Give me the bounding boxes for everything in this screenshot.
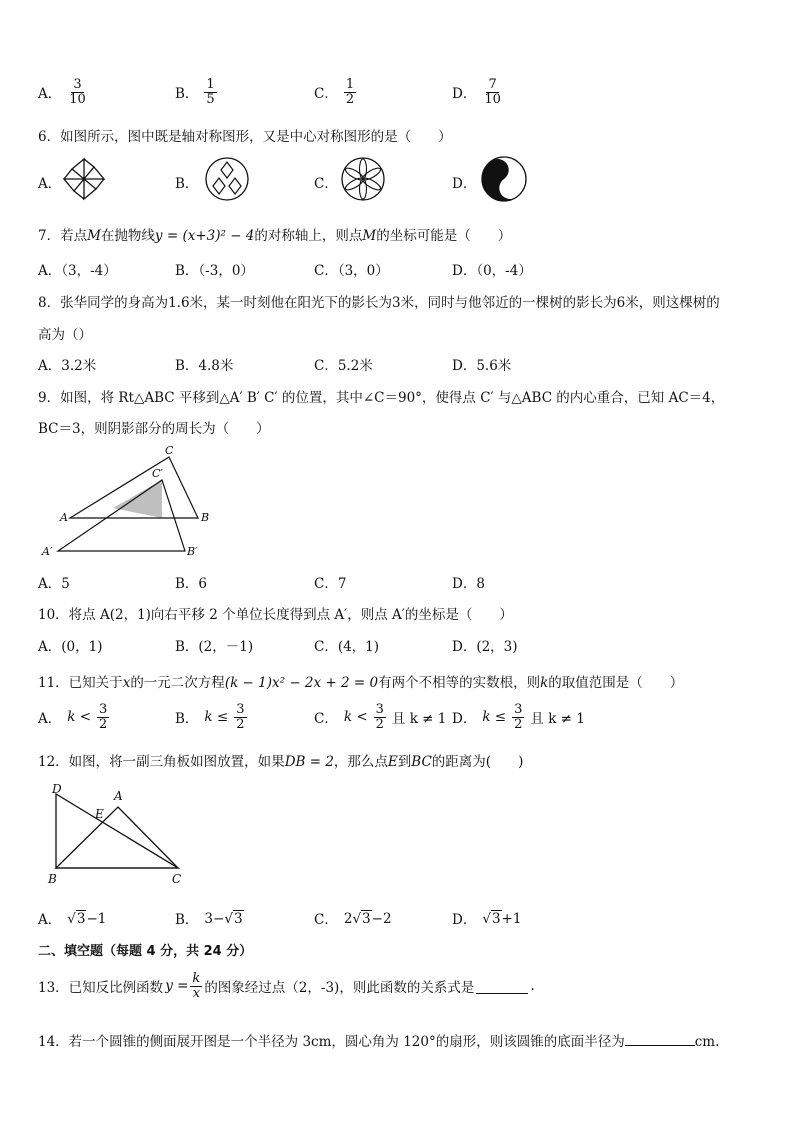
q10-option-d: D．(2，3)	[452, 639, 518, 655]
label-b: B	[48, 872, 57, 886]
math: k ≤	[482, 709, 507, 726]
q12-option-c	[314, 908, 392, 928]
q5-option-c	[314, 78, 356, 106]
q11-option-a	[38, 703, 115, 731]
radicand: 3	[233, 910, 243, 927]
q9-stem-line1: 9．如图，将 Rt△ABC 平移到△A′ B′ C′ 的位置，其中∠C＝90°，使得点 C′ 与△ABC 的内心重合，已知 AC＝4，	[38, 390, 725, 406]
radicand: 3	[362, 910, 371, 927]
math: 3−	[204, 910, 225, 927]
fraction	[190, 972, 202, 1000]
q6-option-b-label: B．	[175, 176, 199, 192]
text: cm.	[694, 1034, 720, 1050]
q9-option-c: C．7	[314, 576, 347, 592]
q5-option-a	[38, 78, 88, 106]
formula: y =	[165, 978, 189, 995]
option-label: B．	[175, 912, 199, 928]
q7-stem	[38, 224, 511, 244]
q14-stem	[38, 1030, 719, 1050]
denominator: 2	[514, 716, 523, 732]
math: 2	[343, 910, 353, 927]
q13-stem	[38, 972, 535, 1000]
q10-stem: 10．将点 A(2，1)向右平移 2 个单位长度得到点 A′，则点 A′的坐标是（ ）	[38, 607, 513, 623]
option-label: A．	[38, 86, 62, 103]
denominator: 2	[375, 716, 384, 732]
section-title: 二、填空题（每题 4 分，共 24 分）	[38, 944, 253, 959]
text: 14．若一个圆锥的侧面展开图是一个半径为 3cm，圆心角为 120°的扇形，则该圆锥的底面半径为	[38, 1034, 625, 1050]
text: 13．已知反比例函数	[38, 980, 164, 997]
math-var: M	[87, 228, 101, 244]
fraction	[482, 78, 503, 106]
numerator: 3	[73, 77, 82, 92]
radicand: 3	[76, 910, 86, 927]
numerator: k	[192, 971, 201, 986]
sqrt: √ 3	[224, 910, 243, 927]
q6-option-a-label: A．	[38, 176, 62, 192]
math: +1	[501, 910, 522, 927]
math-var: BC	[411, 754, 432, 770]
label-d: D	[52, 782, 62, 796]
q8-option-b: B．4.8米	[175, 358, 234, 374]
text: .	[530, 978, 535, 995]
numerator: 7	[488, 77, 497, 92]
text: 11．已知关于	[38, 675, 123, 691]
denominator: 10	[69, 91, 86, 107]
label-a-prime: A′	[42, 545, 53, 558]
formula: (k − 1)x² − 2x + 2 = 0	[224, 675, 379, 691]
diamonds-circle-figure	[204, 156, 250, 202]
math: k ≤	[204, 709, 229, 726]
option-label: B．	[175, 711, 199, 728]
fraction	[512, 703, 524, 731]
denominator: 10	[484, 91, 501, 107]
text: 有两个不相等的实数根，则	[378, 675, 541, 691]
text: 的坐标可能是（ ）	[376, 228, 512, 244]
option-label: D．	[452, 86, 477, 103]
option-label: D．	[452, 711, 477, 728]
sqrt: √ 3	[67, 910, 86, 927]
numerator: 3	[236, 702, 245, 717]
math: k <	[343, 709, 368, 726]
denominator: x	[192, 985, 201, 1001]
formula: y = (x+3)² − 4	[154, 228, 255, 244]
text: 在抛物线	[100, 228, 155, 244]
math: k <	[67, 709, 92, 726]
yin-yang-figure	[480, 155, 528, 203]
q12-set-square-figure	[40, 780, 200, 890]
q8-stem-line1: 8．张华同学的身高为1.6米，某一时刻他在阳光下的影长为3米，同时与他邻近的一棵树的影长为6米，则这棵树的	[38, 295, 720, 311]
denominator: 2	[345, 91, 355, 107]
q10-option-a: A．(0，1)	[38, 639, 103, 655]
q6-stem: 6．如图所示，图中既是轴对称图形，又是中心对称图形的是（ ）	[38, 129, 452, 145]
q8-option-a: A．3.2米	[38, 358, 97, 374]
q8-option-c: C．5.2米	[314, 358, 373, 374]
numerator: 3	[375, 702, 384, 717]
q9-option-b: B．6	[175, 576, 208, 592]
math: −1	[86, 910, 107, 927]
label-a: A	[60, 511, 68, 524]
option-label: A．	[38, 912, 62, 928]
q9-triangle-figure	[40, 445, 220, 565]
math-var: x	[122, 675, 131, 691]
fraction	[97, 703, 109, 731]
option-label: C．	[314, 912, 338, 928]
q9-stem-line2: BC＝3，则阴影部分的周长为（ ）	[38, 421, 270, 437]
q12-option-d	[452, 908, 521, 928]
denominator: 2	[99, 716, 108, 732]
q11-stem	[38, 671, 683, 691]
fraction	[374, 703, 386, 731]
q11-option-b	[175, 703, 253, 731]
text: 的对称轴上，则点	[254, 228, 363, 244]
q12-option-a	[38, 908, 106, 928]
label-c: C	[165, 444, 174, 457]
q7-option-d: D．（0，-4）	[452, 263, 532, 279]
q6-option-c-label: C．	[314, 176, 338, 192]
text: 12．如图，将一副三角板如图放置，如果	[38, 754, 285, 770]
math-var: M	[362, 228, 377, 244]
math: 且 k ≠ 1	[530, 711, 585, 728]
label-b: B	[201, 511, 210, 524]
q5-option-b	[175, 78, 217, 106]
math: 且 k ≠ 1	[391, 711, 447, 728]
numerator: 3	[99, 702, 108, 717]
q12-option-b	[175, 908, 244, 928]
q8-option-d: D．5.6米	[452, 358, 512, 374]
answer-blank[interactable]	[476, 979, 528, 994]
denominator: 5	[206, 91, 215, 107]
q7-option-a: A．（3，-4）	[38, 263, 117, 279]
q7-option-c: C．（3，0）	[314, 263, 389, 279]
q9-option-a: A．5	[38, 576, 70, 592]
text: 的距离为( )	[431, 754, 524, 770]
q11-option-c	[314, 703, 446, 731]
math-var: E	[387, 754, 398, 770]
numerator: 1	[206, 77, 215, 92]
option-label: B．	[175, 86, 199, 103]
denominator: 2	[236, 716, 245, 732]
math: −2	[371, 910, 392, 927]
text: 的图象经过点（2，-3)，则此函数的关系式是	[204, 980, 475, 997]
q7-option-b: B．（-3，0）	[175, 263, 254, 279]
math-var: k	[540, 675, 549, 691]
q10-option-c: C．(4，1)	[314, 639, 380, 655]
q11-option-d	[452, 703, 585, 731]
text: ，那么点	[333, 754, 388, 770]
flower-circle-figure	[340, 156, 386, 202]
fraction	[344, 78, 356, 106]
formula: DB = 2	[284, 754, 334, 770]
sqrt: √ 3	[482, 910, 501, 927]
numerator: 3	[514, 702, 523, 717]
text: 的取值范围是（ ）	[548, 675, 684, 691]
q8-stem-line2: 高为（）	[38, 327, 92, 343]
label-c: C	[172, 872, 182, 886]
option-label: C．	[314, 711, 338, 728]
fraction	[234, 703, 246, 731]
text: 的一元二次方程	[130, 675, 225, 691]
radicand: 3	[491, 910, 501, 927]
q6-option-d-label: D．	[452, 176, 477, 192]
label-c-prime: C′	[152, 467, 163, 480]
q10-option-b: B．(2，－1)	[175, 639, 254, 655]
label-b-prime: B′	[187, 545, 198, 558]
label-a: A	[114, 789, 123, 803]
option-label: D．	[452, 912, 477, 928]
text: 到	[397, 754, 412, 770]
q5-option-d	[452, 78, 503, 106]
numerator: 1	[345, 77, 355, 92]
q9-option-d: D．8	[452, 576, 485, 592]
option-label: C．	[314, 86, 338, 103]
sqrt: √ 3	[352, 910, 371, 927]
label-e: E	[95, 807, 104, 821]
q12-stem	[38, 750, 523, 770]
pinwheel-figure	[62, 157, 106, 201]
option-label: A．	[38, 711, 62, 728]
answer-blank[interactable]	[625, 1033, 695, 1046]
fraction	[204, 78, 216, 106]
fraction	[67, 78, 88, 106]
text: 7．若点	[38, 228, 88, 244]
